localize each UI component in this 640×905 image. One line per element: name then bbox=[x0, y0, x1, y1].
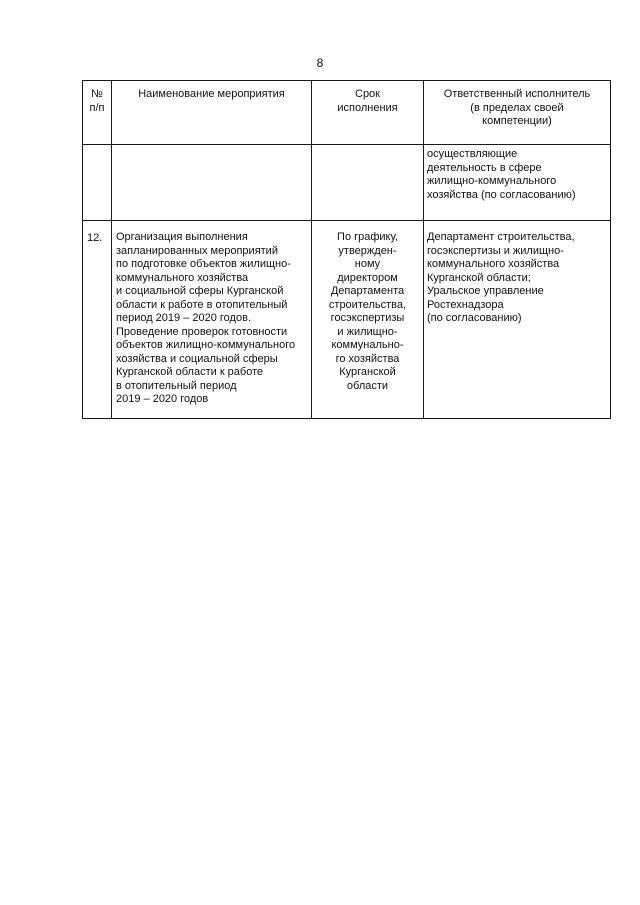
cell-activity-name bbox=[112, 221, 312, 419]
header-responsible bbox=[424, 81, 611, 145]
deadline-line: и жилищно- bbox=[337, 325, 398, 338]
cell-number bbox=[83, 145, 112, 221]
activity-name-line: запланированных мероприятий bbox=[116, 244, 278, 257]
deadline-line: По графику, bbox=[337, 231, 398, 243]
deadline-line: Курганской bbox=[339, 366, 396, 378]
header-deadline-line: Срок bbox=[355, 88, 380, 100]
cell-deadline bbox=[312, 221, 424, 419]
header-responsible-line: компетенции) bbox=[482, 115, 552, 127]
header-responsible-line: (в пределах своей bbox=[470, 101, 564, 114]
activity-name-line: по подготовке объектов жилищно- bbox=[116, 258, 291, 270]
activity-name-line: 2019 – 2020 годов bbox=[116, 393, 209, 405]
responsible-line: коммунального хозяйства bbox=[427, 258, 560, 270]
cell-responsible bbox=[424, 221, 611, 419]
header-deadline bbox=[312, 81, 424, 145]
deadline-line: утвержден- bbox=[338, 244, 397, 257]
row-number: 12. bbox=[87, 232, 103, 244]
table-row bbox=[83, 221, 611, 419]
responsible-line: (по согласованию) bbox=[427, 312, 522, 324]
cell-number bbox=[83, 221, 112, 419]
cell-responsible bbox=[424, 145, 611, 221]
responsible-line: Департамент строительства, bbox=[427, 231, 575, 243]
cell-activity-name bbox=[112, 145, 312, 221]
activity-name-line: коммунального хозяйства bbox=[116, 271, 249, 284]
header-number-line: п/п bbox=[89, 101, 105, 114]
deadline-line: строительства, bbox=[328, 298, 407, 311]
responsible-line: Ростехнадзора bbox=[427, 298, 504, 311]
activity-name-line: Организация выполнения bbox=[116, 231, 248, 243]
page-number: 8 bbox=[316, 56, 324, 70]
responsible-line: Курганской области; bbox=[427, 271, 531, 284]
activity-name-line: объектов жилищно-коммунального bbox=[116, 339, 296, 351]
activity-name-line: и социальной сферы Курганской bbox=[116, 285, 284, 297]
responsible-line: Уральское управление bbox=[427, 285, 544, 297]
header-activity-name-line: Наименование мероприятия bbox=[138, 88, 285, 100]
cell-deadline bbox=[312, 145, 424, 221]
activities-table bbox=[82, 80, 611, 419]
header-activity-name bbox=[112, 81, 312, 145]
cell-responsible-line: жилищно-коммунального bbox=[427, 175, 557, 187]
activity-name-line: Проведение проверок готовности bbox=[116, 325, 288, 338]
cell-responsible-line: хозяйства (по согласованию) bbox=[427, 188, 576, 201]
deadline-line: области bbox=[346, 379, 389, 392]
deadline-line: го хозяйства bbox=[335, 352, 400, 365]
cell-responsible-line: осуществляющие bbox=[427, 148, 518, 160]
header-responsible-line: Ответственный исполнитель bbox=[443, 88, 591, 100]
deadline-line: ному bbox=[354, 258, 381, 270]
header-number-line: № bbox=[91, 88, 103, 100]
deadline-line: госэкспертизы bbox=[330, 312, 405, 324]
deadline-line: коммунально- bbox=[331, 339, 404, 351]
activity-name-line: Курганской области к работе bbox=[116, 366, 264, 378]
header-deadline-line: исполнения bbox=[337, 101, 398, 114]
activity-name-line: хозяйства и социальной сферы bbox=[116, 352, 278, 365]
table-header-row bbox=[83, 81, 611, 145]
activity-name-line: в отопительный период bbox=[116, 379, 237, 392]
activity-name-line: период 2019 – 2020 годов. bbox=[116, 312, 251, 324]
activity-name-line: области к работе в отопительный bbox=[116, 298, 288, 311]
header-number bbox=[83, 81, 112, 145]
responsible-line: госэкспертизы и жилищно- bbox=[427, 244, 564, 257]
table-row-continuation bbox=[83, 145, 611, 221]
deadline-line: Департамента bbox=[330, 285, 405, 297]
cell-responsible-line: деятельность в сфере bbox=[427, 161, 542, 174]
deadline-line: директором bbox=[337, 271, 398, 284]
